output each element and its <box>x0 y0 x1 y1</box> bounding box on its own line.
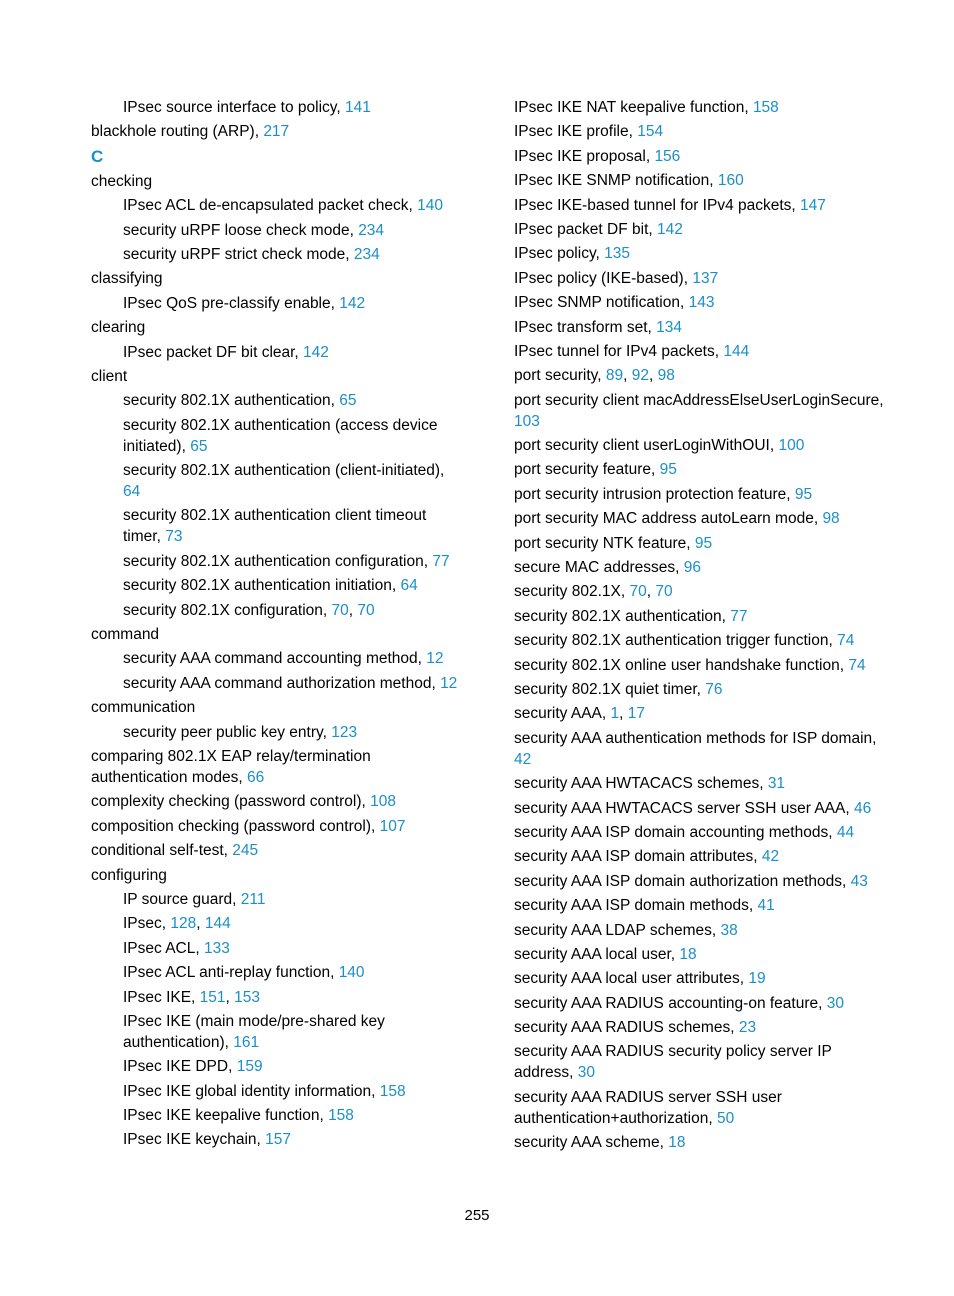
index-term: security AAA ISP domain accounting methods, <box>514 823 837 841</box>
page-link[interactable]: 12 <box>426 650 444 668</box>
index-term: security uRPF loose check mode, <box>123 221 359 239</box>
index-term: port security client macAddressElseUserLoginSecure, <box>514 391 884 409</box>
page-link[interactable]: 19 <box>748 970 766 988</box>
page-link[interactable]: 41 <box>757 897 775 915</box>
index-term: security AAA, <box>514 705 611 723</box>
index-term: IPsec, <box>123 915 171 933</box>
page-link[interactable]: 77 <box>730 607 748 625</box>
index-entry <box>91 366 463 387</box>
index-term: IPsec packet DF bit, <box>514 220 657 238</box>
index-entry <box>514 508 884 529</box>
page-link[interactable]: 135 <box>604 245 631 263</box>
page-separator: , <box>348 601 358 619</box>
index-term: IPsec ACL de-encapsulated packet check, <box>123 197 418 215</box>
page-link[interactable]: 64 <box>123 483 141 501</box>
page-link[interactable]: 1 <box>610 705 620 723</box>
index-entry <box>514 121 884 142</box>
index-term: security AAA ISP domain methods, <box>514 897 758 915</box>
page-link[interactable]: 108 <box>370 793 396 811</box>
index-term: security 802.1X authentication (client-initiated), <box>123 462 445 480</box>
index-subentry <box>91 342 463 363</box>
index-term: command <box>91 626 160 644</box>
index-term: IPsec IKE SNMP notification, <box>514 172 718 190</box>
index-term: conditional self-test, <box>91 842 233 860</box>
index-term: communication <box>91 699 196 717</box>
index-term: security 802.1X authentication (access device initiated), <box>123 416 438 455</box>
page-link[interactable]: 153 <box>234 988 261 1006</box>
index-term: IPsec source interface to policy, <box>123 99 345 116</box>
index-term: port security client userLoginWithOUI, <box>514 437 779 455</box>
index-subentry <box>91 1105 463 1126</box>
page-link[interactable]: 144 <box>204 915 231 933</box>
index-subentry <box>91 97 463 118</box>
index-term: checking <box>91 172 153 190</box>
index-term: security 802.1X authentication trigger function, <box>514 632 838 650</box>
index-term: security AAA HWTACACS server SSH user AAA, <box>514 799 854 817</box>
index-term: comparing 802.1X EAP relay/termination authentication modes, <box>91 747 371 786</box>
index-entry <box>91 840 463 861</box>
index-term: IPsec IKE, <box>123 988 200 1006</box>
page-link[interactable]: 73 <box>165 528 183 546</box>
index-entry <box>91 268 463 289</box>
page-link[interactable]: 103 <box>514 412 540 430</box>
index-term: IP source guard, <box>123 890 241 908</box>
index-term: security 802.1X quiet timer, <box>514 680 706 698</box>
page-link[interactable]: 30 <box>826 994 844 1012</box>
index-term: IPsec IKE global identity information, <box>123 1082 380 1100</box>
index-entry <box>514 170 884 191</box>
page-link[interactable]: 143 <box>688 294 715 312</box>
index-subentry <box>91 551 463 572</box>
page-link[interactable]: 17 <box>627 705 645 723</box>
index-subentry <box>91 889 463 910</box>
index-subentry <box>91 962 463 983</box>
index-subentry <box>91 600 463 621</box>
page-link[interactable]: 50 <box>716 1109 735 1127</box>
page-link[interactable]: 134 <box>656 318 683 336</box>
index-entry <box>514 219 884 240</box>
page-link[interactable]: 95 <box>694 534 713 552</box>
index-term: IPsec ACL, <box>123 939 204 957</box>
index-term: security AAA HWTACACS schemes, <box>514 775 768 793</box>
index-subentry <box>91 987 463 1008</box>
page-link[interactable]: 245 <box>232 842 259 860</box>
index-term: security 802.1X authentication, <box>123 392 340 410</box>
index-entry <box>514 533 884 554</box>
index-term: port security MAC address autoLearn mode, <box>514 510 823 528</box>
index-entry <box>514 944 884 965</box>
index-term: security AAA RADIUS security policy server IP address, <box>514 1043 832 1082</box>
index-term: security 802.1X online user handshake function, <box>514 656 849 674</box>
index-entry <box>514 920 884 941</box>
index-entry <box>514 630 884 651</box>
page-separator: , <box>649 367 658 385</box>
page-number: 255 <box>464 1207 490 1224</box>
index-term: port security, <box>514 367 606 385</box>
page-link[interactable]: 74 <box>837 632 855 650</box>
index-entry <box>514 1132 884 1153</box>
page-link[interactable]: 158 <box>752 99 779 116</box>
page-link[interactable]: 76 <box>705 680 723 698</box>
index-entry <box>514 195 884 216</box>
index-term: IPsec QoS pre-classify enable, <box>123 294 340 312</box>
index-entry <box>514 822 884 843</box>
index-term: security AAA command authorization method, <box>123 674 441 692</box>
page-link[interactable]: 123 <box>331 723 358 741</box>
index-subentry <box>91 722 463 743</box>
page-link[interactable]: 217 <box>263 123 290 141</box>
index-entry <box>91 121 463 142</box>
index-term: IPsec SNMP notification, <box>514 294 689 312</box>
index-term: security 802.1X configuration, <box>123 601 332 619</box>
page-separator: , <box>646 583 656 601</box>
page-link[interactable]: 147 <box>800 196 826 214</box>
index-entry <box>514 1017 884 1038</box>
page-link[interactable]: 234 <box>353 245 380 263</box>
page-link[interactable]: 42 <box>514 750 532 768</box>
index-entry <box>91 171 463 192</box>
index-entry <box>514 317 884 338</box>
index-subentry <box>91 938 463 959</box>
index-term: IPsec IKE DPD, <box>123 1058 237 1076</box>
index-entry <box>91 865 463 886</box>
page-link[interactable]: 158 <box>379 1082 406 1100</box>
page-link[interactable]: 161 <box>233 1033 260 1051</box>
index-term: port security NTK feature, <box>514 534 695 552</box>
index-entry <box>514 773 884 794</box>
index-term: IPsec tunnel for IPv4 packets, <box>514 342 724 360</box>
index-entry <box>514 1041 884 1083</box>
page-link[interactable]: 23 <box>738 1019 757 1037</box>
index-term: IPsec IKE (main mode/pre-shared key authentication), <box>123 1012 385 1051</box>
page-link[interactable]: 95 <box>794 485 813 503</box>
page-link[interactable]: 142 <box>657 220 683 238</box>
index-term: security 802.1X authentication client timeout timer, <box>123 507 427 546</box>
index-entry <box>514 703 884 724</box>
index-term: complexity checking (password control), <box>91 793 371 811</box>
page-link[interactable]: 234 <box>358 221 385 239</box>
index-term: IPsec IKE-based tunnel for IPv4 packets, <box>514 196 801 214</box>
index-subentry <box>91 575 463 596</box>
index-subentry <box>91 1129 463 1150</box>
page-link[interactable]: 42 <box>761 848 780 866</box>
index-term: IPsec IKE keychain, <box>123 1131 266 1149</box>
page-link[interactable]: 12 <box>440 674 458 692</box>
index-term: IPsec IKE proposal, <box>514 147 655 165</box>
index-subentry <box>91 913 463 934</box>
index-subentry <box>91 415 463 457</box>
index-term: client <box>91 367 128 385</box>
page-link[interactable]: 141 <box>344 99 371 116</box>
page-link[interactable]: 65 <box>339 392 357 410</box>
page-link[interactable]: 70 <box>357 601 375 619</box>
index-entry <box>514 993 884 1014</box>
page-link[interactable]: 140 <box>417 197 443 215</box>
index-entry <box>514 1087 884 1129</box>
index-entry <box>514 871 884 892</box>
page-link[interactable]: 31 <box>767 775 786 793</box>
page-link[interactable]: 154 <box>637 123 664 141</box>
page-link[interactable]: 142 <box>303 343 329 361</box>
index-entry <box>514 798 884 819</box>
page-link[interactable]: 140 <box>338 964 365 982</box>
index-entry <box>514 728 884 770</box>
index-entry <box>514 97 884 118</box>
index-term: security AAA local user attributes, <box>514 970 749 988</box>
index-entry <box>514 390 884 432</box>
page-link[interactable]: 144 <box>723 342 750 360</box>
page-link[interactable]: 66 <box>246 768 265 786</box>
index-term: security AAA ISP domain authorization methods, <box>514 872 851 890</box>
index-entry <box>91 791 463 812</box>
index-entry <box>514 243 884 264</box>
page-link[interactable]: 18 <box>679 945 697 963</box>
index-entry <box>514 846 884 867</box>
page-link[interactable]: 44 <box>836 823 855 841</box>
page-link[interactable]: 100 <box>778 437 805 455</box>
index-term: IPsec packet DF bit clear, <box>123 343 304 361</box>
index-entry <box>514 581 884 602</box>
page-link[interactable]: 18 <box>668 1134 686 1152</box>
page-link[interactable]: 95 <box>659 461 677 479</box>
index-entry <box>91 317 463 338</box>
index-subentry <box>91 673 463 694</box>
index-column-right <box>514 97 884 1157</box>
page-separator: , <box>623 367 632 385</box>
page-link[interactable]: 43 <box>850 872 868 890</box>
page-link[interactable]: 46 <box>853 799 872 817</box>
page-link[interactable]: 158 <box>328 1107 354 1125</box>
index-entry <box>514 606 884 627</box>
page-link[interactable]: 133 <box>203 939 230 957</box>
index-subentry <box>91 244 463 265</box>
page-link[interactable]: 77 <box>432 552 450 570</box>
index-subentry <box>91 293 463 314</box>
index-entry <box>514 146 884 167</box>
page-link[interactable]: 64 <box>400 577 418 595</box>
index-term: IPsec transform set, <box>514 318 657 336</box>
page-link[interactable]: 74 <box>848 656 866 674</box>
page-link[interactable]: 156 <box>654 147 681 165</box>
index-term: IPsec policy, <box>514 245 605 263</box>
index-entry <box>514 895 884 916</box>
page-link[interactable]: 211 <box>240 890 266 908</box>
index-subentry <box>91 460 463 502</box>
index-subentry <box>91 195 463 216</box>
index-term: IPsec ACL anti-replay function, <box>123 964 339 982</box>
index-entry <box>514 459 884 480</box>
index-term: IPsec IKE keepalive function, <box>123 1107 329 1125</box>
index-entry <box>514 968 884 989</box>
page-link[interactable]: 137 <box>692 269 719 287</box>
page-link[interactable]: 142 <box>339 294 366 312</box>
index-entry <box>514 341 884 362</box>
index-term: port security feature, <box>514 461 660 479</box>
index-entry <box>514 365 884 386</box>
index-entry <box>91 624 463 645</box>
page-separator: , <box>196 915 205 933</box>
page-link[interactable]: 89 <box>605 367 624 385</box>
page-link[interactable]: 98 <box>657 367 675 385</box>
index-term: security uRPF strict check mode, <box>123 245 354 263</box>
index-subentry <box>91 1011 463 1053</box>
index-term: blackhole routing (ARP), <box>91 123 264 141</box>
page-separator: , <box>225 988 235 1006</box>
page-link[interactable]: 159 <box>236 1058 263 1076</box>
index-term: security AAA ISP domain attributes, <box>514 848 762 866</box>
index-term: security AAA authentication methods for ISP domain, <box>514 729 877 747</box>
page-link[interactable]: 30 <box>577 1064 596 1082</box>
index-term: security AAA RADIUS server SSH user authentication+authorization, <box>514 1088 782 1127</box>
index-term: security AAA LDAP schemes, <box>514 921 721 939</box>
page-link[interactable]: 38 <box>720 921 738 939</box>
page-link[interactable]: 128 <box>170 915 197 933</box>
index-term: port security intrusion protection feature, <box>514 485 795 503</box>
index-entry <box>91 746 463 788</box>
index-term: classifying <box>91 270 163 288</box>
index-term: secure MAC addresses, <box>514 559 684 577</box>
index-entry <box>514 484 884 505</box>
page-link[interactable]: 157 <box>265 1131 292 1149</box>
index-entry <box>91 697 463 718</box>
index-term: security 802.1X authentication initiation, <box>123 577 401 595</box>
page-link[interactable]: 70 <box>655 583 673 601</box>
index-term: IPsec policy (IKE-based), <box>514 269 693 287</box>
page-link[interactable]: 151 <box>199 988 226 1006</box>
page-separator: , <box>619 705 628 723</box>
index-entry <box>91 816 463 837</box>
index-subentry <box>91 648 463 669</box>
index-section-letter: C <box>91 146 104 166</box>
index-term: configuring <box>91 866 167 884</box>
index-term: composition checking (password control), <box>91 817 380 835</box>
page-link[interactable]: 98 <box>822 510 840 528</box>
index-entry <box>514 557 884 578</box>
index-term: security 802.1X, <box>514 583 630 601</box>
index-term: security 802.1X authentication, <box>514 607 731 625</box>
index-entry <box>514 435 884 456</box>
index-subentry <box>91 220 463 241</box>
index-term: IPsec IKE profile, <box>514 123 638 141</box>
index-term: security AAA RADIUS accounting-on feature, <box>514 994 827 1012</box>
page-link[interactable]: 70 <box>331 601 349 619</box>
page-link[interactable]: 92 <box>631 367 650 385</box>
page-link[interactable]: 160 <box>717 172 744 190</box>
index-term: security AAA local user, <box>514 945 680 963</box>
index-column-left <box>91 97 463 1154</box>
index-term: clearing <box>91 319 146 337</box>
index-subentry <box>91 1081 463 1102</box>
index-entry <box>514 268 884 289</box>
index-subentry <box>91 505 463 547</box>
page-link[interactable]: 96 <box>683 559 701 577</box>
index-term: security AAA RADIUS schemes, <box>514 1019 739 1037</box>
index-subentry <box>91 1056 463 1077</box>
index-term: IPsec IKE NAT keepalive function, <box>514 99 753 116</box>
index-subentry <box>91 390 463 411</box>
page-link[interactable]: 70 <box>629 583 647 601</box>
index-term: security peer public key entry, <box>123 723 332 741</box>
index-term: security AAA command accounting method, <box>123 650 427 668</box>
index-entry <box>514 292 884 313</box>
index-term: security AAA scheme, <box>514 1134 669 1152</box>
page-link[interactable]: 65 <box>190 437 208 455</box>
index-term: security 802.1X authentication configuration, <box>123 552 433 570</box>
index-entry <box>514 679 884 700</box>
page-link[interactable]: 107 <box>379 817 406 835</box>
index-entry <box>514 655 884 676</box>
